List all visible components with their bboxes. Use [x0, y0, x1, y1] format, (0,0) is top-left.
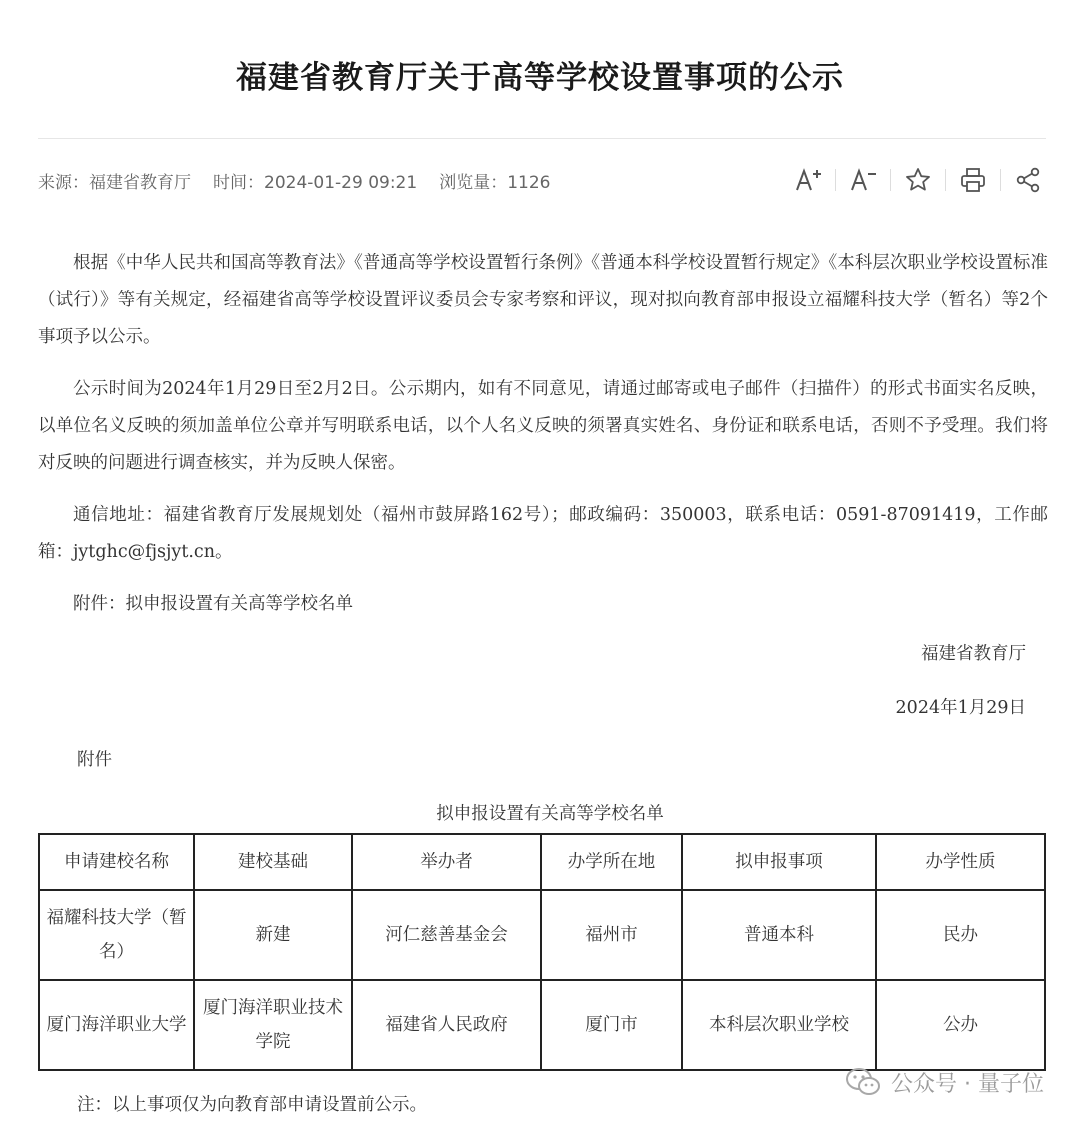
table-cell: 厦门市	[541, 980, 682, 1070]
meta-source: 来源：福建省教育厅	[38, 172, 191, 193]
table-row	[39, 890, 1045, 980]
table-cell: 新建	[194, 890, 352, 980]
page-title: 福建省教育厅关于高等学校设置事项的公示	[236, 60, 844, 96]
article-meta	[38, 166, 550, 194]
school-list-table	[38, 833, 1046, 1071]
font-decrease-icon	[849, 167, 877, 193]
star-icon	[904, 166, 932, 194]
share-icon	[1014, 166, 1042, 194]
favorite-button[interactable]	[900, 162, 936, 198]
signature-org: 福建省教育厅	[921, 644, 1026, 664]
toolbar-separator	[835, 169, 836, 191]
table-cell: 福建省人民政府	[352, 980, 541, 1070]
font-decrease-button[interactable]	[845, 162, 881, 198]
title-divider	[38, 138, 1046, 139]
table-title: 拟申报设置有关高等学校名单	[436, 804, 664, 824]
share-button[interactable]	[1010, 162, 1046, 198]
paragraph-basis: 根据《中华人民共和国高等教育法》《普通高等学校设置暂行条例》《普通本科学校设置暂行规定》《本科层次职业学校设置标准（试行）》等有关规定，经福建省高等学校设置评议委员会专家考察和评议，现对拟向教育部申报设立福耀科技大学（暂名）等2个事项予以公示。	[38, 253, 1048, 347]
paragraph-contact: 通信地址：福建省教育厅发展规划处（福州市鼓屏路162号）；邮政编码：350003，联系电话：0591-87091419，工作邮箱：jytghc@fjsjyt.cn。	[38, 505, 1048, 562]
footnote: 注：以上事项仅为向教育部申请设置前公示。	[77, 1095, 427, 1115]
wechat-icon	[845, 1067, 881, 1097]
table-cell: 厦门海洋职业大学	[39, 980, 194, 1070]
table-header-row	[39, 834, 1045, 890]
font-increase-icon	[794, 167, 822, 193]
table-header-cell: 办学性质	[876, 834, 1045, 890]
table-header-cell: 申请建校名称	[39, 834, 194, 890]
toolbar-separator	[1000, 169, 1001, 191]
print-button[interactable]	[955, 162, 991, 198]
table-header-cell: 建校基础	[194, 834, 352, 890]
table-cell: 厦门海洋职业技术学院	[194, 980, 352, 1070]
table-cell: 民办	[876, 890, 1045, 980]
meta-views: 浏览量：1126	[439, 172, 551, 193]
table-cell: 本科层次职业学校	[682, 980, 876, 1070]
article-toolbar	[790, 160, 1046, 200]
toolbar-separator	[890, 169, 891, 191]
table-header-cell: 拟申报事项	[682, 834, 876, 890]
paragraph-attachment-ref: 附件：拟申报设置有关高等学校名单	[73, 594, 353, 614]
table-cell: 福耀科技大学（暂名）	[39, 890, 194, 980]
table-cell: 普通本科	[682, 890, 876, 980]
table-cell: 公办	[876, 980, 1045, 1070]
table-cell: 福州市	[541, 890, 682, 980]
printer-icon	[959, 166, 987, 194]
attachment-label: 附件	[77, 750, 112, 770]
font-increase-button[interactable]	[790, 162, 826, 198]
table-header-cell: 办学所在地	[541, 834, 682, 890]
paragraph-period: 公示时间为2024年1月29日至2月2日。公示期内，如有不同意见，请通过邮寄或电子邮件（扫描件）的形式书面实名反映，以单位名义反映的须加盖单位公章并写明联系电话，以个人名义反映的须署真实姓名、身份证和联系电话，否则不予受理。我们将对反映的问题进行调查核实，并为反映人保密。	[38, 379, 1048, 473]
signature-date: 2024年1月29日	[895, 698, 1026, 718]
toolbar-separator	[945, 169, 946, 191]
watermark	[845, 1062, 1044, 1102]
watermark-text: 公众号 · 量子位	[891, 1071, 1044, 1097]
table-cell: 河仁慈善基金会	[352, 890, 541, 980]
table-row	[39, 980, 1045, 1070]
table-header-cell: 举办者	[352, 834, 541, 890]
meta-time: 时间：2024-01-29 09:21	[213, 172, 418, 193]
